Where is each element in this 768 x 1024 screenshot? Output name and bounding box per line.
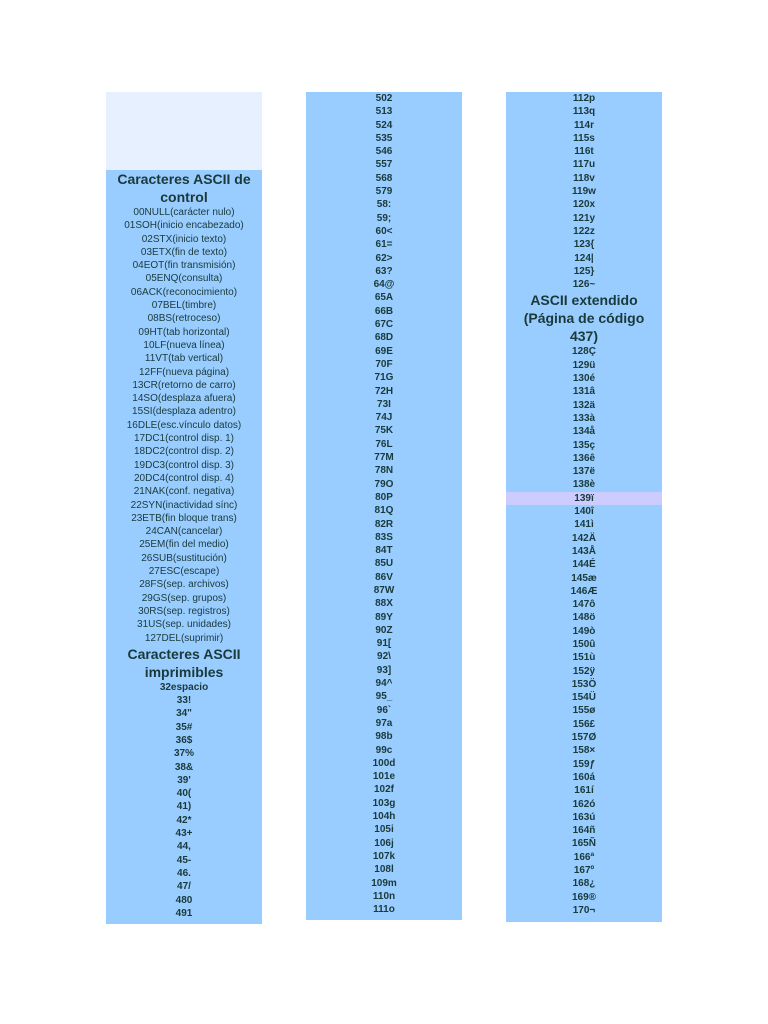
control-char-row: 25EM(fin del medio) <box>139 539 229 551</box>
printable-char-row: 82R <box>374 518 394 530</box>
printable-char-row: 108l <box>374 864 394 876</box>
extended-char-row: 139ï <box>506 492 662 505</box>
control-char-row: 10LF(nueva línea) <box>143 339 225 351</box>
control-char-row: 06ACK(reconocimiento) <box>130 286 238 298</box>
control-char-row: 24CAN(cancelar) <box>145 526 223 538</box>
printable-char-row: 546 <box>375 146 393 158</box>
printable-and-extended-column <box>506 92 662 922</box>
control-char-row: 02STX(inicio texto) <box>141 233 227 245</box>
control-chars-list <box>106 206 262 645</box>
control-char-row: 21NAK(conf. negativa) <box>133 486 235 498</box>
printable-char-row: 95_ <box>375 691 393 703</box>
extended-char-row: 168¿ <box>572 878 596 890</box>
printable-char-row: 67C <box>374 319 394 331</box>
printable-char-row: 75K <box>374 425 394 437</box>
control-char-row: 17DC1(control disp. 1) <box>133 433 235 445</box>
printable-char-row: 98b <box>375 731 393 743</box>
printable-char-row: 65A <box>374 292 394 304</box>
printable-char-row: 40( <box>176 788 192 800</box>
printable-char-row: 109m <box>371 877 397 889</box>
extended-char-row: 156£ <box>572 718 596 730</box>
printable-char-row: 83S <box>375 531 393 543</box>
control-char-row: 18DC2(control disp. 2) <box>133 446 235 458</box>
extended-char-row: 137ë <box>572 466 596 478</box>
printable-char-row: 68D <box>374 332 394 344</box>
extended-char-row: 141ì <box>574 519 594 531</box>
control-char-row: 127DEL(suprimir) <box>144 632 224 644</box>
printable-char-row: 90Z <box>375 624 393 636</box>
control-char-row: 05ENQ(consulta) <box>145 273 223 285</box>
printable-char-row: 62> <box>375 252 393 264</box>
extended-char-row: 146Æ <box>570 585 598 597</box>
printable-char-row: 87W <box>373 584 395 596</box>
printable-char-row: 89Y <box>375 611 393 623</box>
extended-char-row: 135ç <box>572 439 596 451</box>
printable-char-row: 69E <box>375 345 393 357</box>
printable-char-row: 124| <box>574 252 594 264</box>
control-char-row: 12FF(nueva página) <box>138 366 230 378</box>
extended-char-row: 150û <box>572 638 596 650</box>
control-char-row: 09HT(tab horizontal) <box>138 326 230 338</box>
printable-char-row: 557 <box>375 159 393 171</box>
control-char-row: 16DLE(esc.vínculo datos) <box>126 419 242 431</box>
printable-char-row: 110n <box>372 890 396 902</box>
printable-char-row: 118v <box>573 172 595 184</box>
printable-char-row: 80P <box>375 491 393 503</box>
control-char-row: 11VT(tab vertical) <box>144 353 224 365</box>
printable-char-row: 42* <box>176 814 192 826</box>
extended-char-row: 166ª <box>573 851 595 863</box>
extended-char-row: 136ê <box>572 452 596 464</box>
printable-column-2 <box>306 92 462 920</box>
control-char-row: 00NULL(carácter nulo) <box>133 207 235 218</box>
printable-char-row: 66B <box>374 305 394 317</box>
printable-char-row: 96` <box>376 704 392 716</box>
control-char-row: 13CR(retorno de carro) <box>132 379 236 391</box>
printable-char-row: 63? <box>375 265 393 277</box>
control-char-row: 07BEL(timbre) <box>151 300 217 312</box>
extended-char-row: 140î <box>574 506 594 518</box>
printable-char-row: 107k <box>372 850 396 862</box>
extended-char-row: 154Ü <box>572 692 596 704</box>
extended-char-row: 131â <box>572 386 596 398</box>
printable-char-row: 88X <box>375 598 393 610</box>
printable-char-row: 104h <box>372 811 396 823</box>
extended-char-row: 152ÿ <box>572 665 596 677</box>
printable-chars-list <box>106 681 262 920</box>
printable-char-row: 126~ <box>572 279 596 291</box>
printable-char-row: 70F <box>375 358 393 370</box>
extended-char-row: 128Ç <box>572 346 596 358</box>
control-char-row: 23ETB(fin bloque trans) <box>131 512 237 524</box>
extended-char-row: 144É <box>572 559 596 571</box>
extended-chars-list <box>506 345 662 917</box>
extended-char-row: 145æ <box>571 572 597 584</box>
printable-char-row: 111o <box>373 904 395 916</box>
extended-char-row: 153Ö <box>571 678 597 690</box>
printable-char-row: 41) <box>176 801 192 813</box>
extended-char-row: 161í <box>574 785 594 797</box>
printable-char-row: 123{ <box>573 239 595 251</box>
printable-char-row: 58: <box>376 199 392 211</box>
printable-char-row: 36$ <box>175 734 193 746</box>
control-char-row: 31US(sep. unidades) <box>137 619 231 631</box>
extended-char-row: 143Å <box>572 545 596 557</box>
control-char-row: 03ETX(fin de texto) <box>140 246 228 258</box>
extended-char-row: 133à <box>572 412 596 424</box>
control-char-row: 19DC3(control disp. 3) <box>133 459 235 471</box>
extended-char-row: 170¬ <box>572 904 596 916</box>
printable-char-row: 72H <box>374 385 394 397</box>
printable-char-row: 60< <box>375 225 393 237</box>
printable-char-row: 113q <box>572 106 596 118</box>
control-char-row: 30RS(sep. registros) <box>138 605 230 617</box>
printable-char-row: 33! <box>176 695 192 707</box>
printable-char-row: 119w <box>572 186 596 198</box>
printable-char-row: 61= <box>375 239 393 251</box>
printable-char-row: 78N <box>374 465 394 477</box>
printable-char-row: 35# <box>175 721 193 733</box>
printable-char-row: 39' <box>177 774 191 786</box>
extended-char-row: 159ƒ <box>572 758 596 770</box>
printable-char-row: 491 <box>175 907 193 919</box>
extended-char-row: 129ü <box>572 359 596 371</box>
printable-char-row: 115s <box>573 132 595 144</box>
printable-char-row: 480 <box>175 894 193 906</box>
extended-char-row: 157Ø <box>571 732 597 744</box>
control-char-row: 27ESC(escape) <box>148 566 220 578</box>
printable-char-row: 91[ <box>376 638 392 650</box>
extended-char-row: 167º <box>573 865 595 877</box>
printable-char-row: 81Q <box>374 505 394 517</box>
extended-char-row: 147ô <box>572 599 596 611</box>
extended-chars-heading: ASCII extendido (Página de código 437) <box>523 292 645 345</box>
printable-char-row: 120x <box>572 199 596 211</box>
printable-char-row: 112p <box>572 93 596 104</box>
printable-char-row: 86V <box>375 571 393 583</box>
printable-char-row: 77M <box>374 452 394 464</box>
printable-char-row: 64@ <box>373 279 395 291</box>
control-char-row: 20DC4(control disp. 4) <box>133 472 235 484</box>
printable-char-row: 117u <box>572 159 596 171</box>
printable-char-row: 125} <box>573 265 595 277</box>
printable-chars-list-2 <box>306 92 462 916</box>
control-char-row: 22SYN(inactividad sínc) <box>130 499 238 511</box>
printable-char-row: 535 <box>375 132 393 144</box>
printable-char-row: 74J <box>375 412 393 424</box>
printable-char-row: 105i <box>374 824 394 836</box>
printable-char-row: 94^ <box>375 678 393 690</box>
control-char-row: 08BS(retroceso) <box>147 313 221 325</box>
printable-char-row: 100d <box>372 757 396 769</box>
printable-char-row: 106j <box>374 837 394 849</box>
control-char-row: 01SOH(inicio encabezado) <box>124 220 244 232</box>
extended-char-row: 130é <box>572 373 596 385</box>
printable-char-row: 37% <box>173 748 194 760</box>
extended-char-row: 149ò <box>572 625 596 637</box>
printable-char-row: 502 <box>375 93 393 104</box>
extended-char-row: 142Ä <box>572 532 596 544</box>
printable-char-row: 76L <box>375 438 393 450</box>
extended-char-row: 158× <box>572 745 596 757</box>
printable-char-row: 38& <box>174 761 194 773</box>
printable-char-row: 32espacio <box>159 681 209 693</box>
printable-char-row: 116t <box>574 146 594 158</box>
printable-char-row: 101e <box>372 771 396 783</box>
printable-char-row: 513 <box>375 106 393 118</box>
printable-chars-heading: Caracteres ASCII imprimibles <box>127 645 241 680</box>
printable-char-row: 43+ <box>175 828 193 840</box>
printable-char-row: 92\ <box>377 651 391 663</box>
printable-char-row: 45- <box>176 854 192 866</box>
printable-char-row: 85U <box>374 558 394 570</box>
extended-char-row: 169® <box>571 891 597 903</box>
extended-char-row: 164ñ <box>572 825 596 837</box>
extended-char-row: 148ö <box>572 612 596 624</box>
printable-char-row: 102f <box>373 784 394 796</box>
extended-char-row: 162ó <box>572 798 596 810</box>
printable-char-row: 47/ <box>177 881 191 893</box>
printable-char-row: 97a <box>375 717 393 729</box>
control-char-row: 26SUB(sustitución) <box>141 552 227 564</box>
extended-char-row: 132ä <box>572 399 596 411</box>
printable-char-row: 568 <box>375 172 393 184</box>
extended-char-row: 165Ñ <box>572 838 596 850</box>
printable-char-row: 524 <box>375 119 393 131</box>
extended-char-row: 155ø <box>572 705 596 717</box>
printable-char-row: 46. <box>177 867 191 879</box>
blank-header-area <box>106 92 262 170</box>
printable-char-row: 59; <box>376 212 392 224</box>
printable-char-row: 73I <box>377 398 391 410</box>
printable-char-row: 93] <box>376 664 392 676</box>
printable-char-row: 34" <box>176 708 192 720</box>
extended-char-row: 134å <box>572 426 596 438</box>
printable-char-row: 71G <box>374 372 394 384</box>
extended-char-row: 160á <box>572 771 596 783</box>
extended-char-row: 163ú <box>572 811 596 823</box>
printable-char-row: 44, <box>177 841 191 853</box>
printable-chars-list-3 <box>506 92 662 291</box>
control-char-row: 04EOT(fin transmisión) <box>132 260 236 272</box>
printable-char-row: 84T <box>375 545 393 557</box>
control-and-printable-column <box>106 92 262 924</box>
control-chars-heading: Caracteres ASCII de control <box>117 171 251 205</box>
extended-char-row: 151ù <box>572 652 596 664</box>
printable-char-row: 121y <box>572 212 596 224</box>
printable-char-row: 79O <box>374 478 394 490</box>
printable-char-row: 579 <box>375 186 393 198</box>
control-char-row: 28FS(sep. archivos) <box>139 579 229 591</box>
extended-char-row: 138è <box>572 479 596 491</box>
printable-char-row: 103g <box>372 797 396 809</box>
control-char-row: 29GS(sep. grupos) <box>141 592 227 604</box>
printable-char-row: 99c <box>375 744 393 756</box>
control-char-row: 14SO(desplaza afuera) <box>132 393 236 405</box>
printable-char-row: 122z <box>573 225 595 237</box>
control-char-row: 15SI(desplaza adentro) <box>132 406 236 418</box>
printable-char-row: 114r <box>573 119 595 131</box>
